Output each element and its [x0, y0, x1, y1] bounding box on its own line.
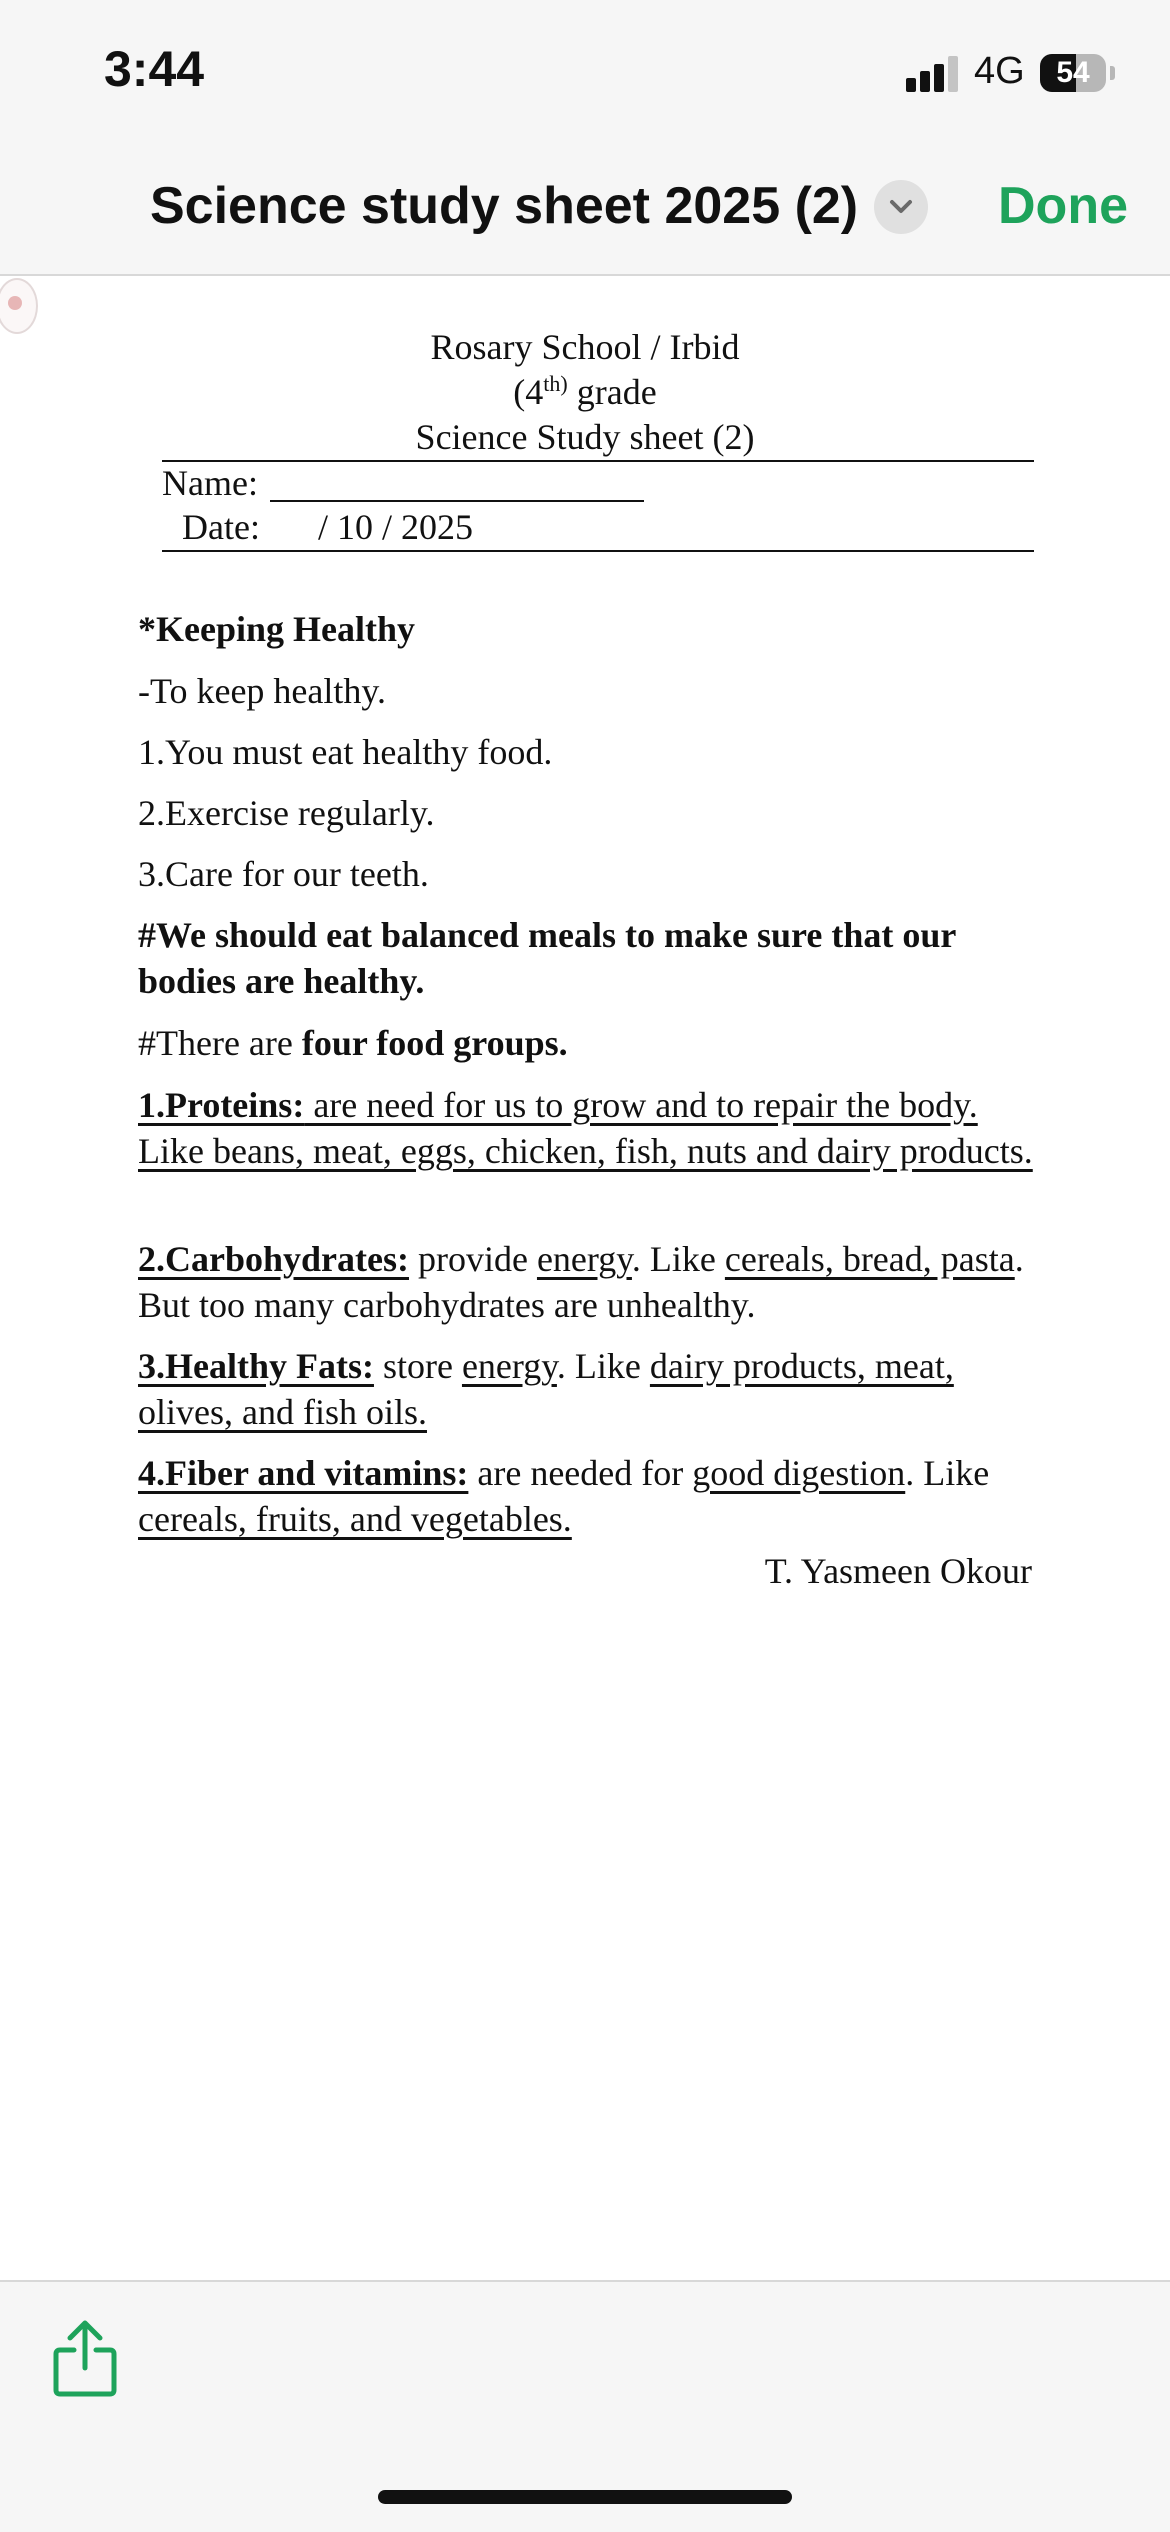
done-button[interactable]: Done — [998, 177, 1128, 235]
network-type: 4G — [974, 50, 1025, 92]
sheet-title: Science Study sheet (2) — [415, 417, 755, 457]
cellular-signal-icon — [906, 56, 958, 92]
proteins-label: 1.Proteins: — [138, 1085, 305, 1125]
date-divider — [162, 550, 1034, 552]
healthy-fats-label: 3.Healthy Fats: — [138, 1346, 374, 1386]
section-heading: *Keeping Healthy — [138, 609, 415, 649]
status-time: 3:44 — [104, 41, 205, 97]
grade-line: ($4^{th)}$ grade — [513, 371, 657, 412]
teacher-signature: T. Yasmeen Okour — [764, 1551, 1032, 1591]
fiber-paragraph: 4.Fiber and vitamins: are needed for good digestion. Like cereals, fruits, and vegetables. — [138, 1453, 990, 1539]
healthy-fats-paragraph: 3.Healthy Fats: store energy. Like dairy products, meat, olives, and fish oils. — [138, 1346, 954, 1432]
proteins-paragraph: 1.Proteins: are need for us to grow and to repair the body. Like beans, meat, eggs, chicken, fish, nuts and dairy products. — [138, 1085, 1033, 1171]
tip-item: 3.Care for our teeth. — [138, 854, 429, 894]
document-page[interactable] — [0, 276, 1170, 2280]
name-label: Name: — [162, 463, 258, 503]
name-blank-line — [270, 500, 644, 502]
chevron-down-icon[interactable] — [874, 180, 928, 234]
home-indicator[interactable] — [378, 2490, 792, 2504]
carbohydrates-paragraph: 2.Carbohydrates: provide energy. Like cereals, bread, pasta. But too many carbohydrates are unhealthy. — [138, 1239, 1024, 1325]
battery-percent: 54 — [1056, 56, 1090, 89]
tip-item: 2.Exercise regularly. — [138, 793, 435, 833]
balanced-meals-text: #We should eat balanced meals to make sure that our bodies are healthy. — [138, 915, 956, 1001]
date-value: / 10 / 2025 — [318, 507, 474, 547]
battery-cap — [1110, 66, 1115, 80]
date-label: Date: — [182, 507, 260, 547]
school-name: Rosary School / Irbid — [430, 327, 740, 367]
intro-text: -To keep healthy. — [138, 671, 387, 711]
header-divider — [162, 460, 1034, 462]
battery-icon — [1040, 54, 1106, 92]
document-title: Science study sheet 2025 (2) — [150, 177, 859, 235]
food-groups-intro: #There are four food groups. — [138, 1023, 568, 1063]
toolbar-divider — [0, 2280, 1170, 2282]
tip-item: 1.You must eat healthy food. — [138, 732, 553, 772]
share-icon[interactable] — [50, 2318, 120, 2398]
status-bar — [0, 0, 1170, 150]
fiber-label: 4.Fiber and vitamins: — [138, 1453, 469, 1493]
carbohydrates-label: 2.Carbohydrates: — [138, 1239, 409, 1279]
